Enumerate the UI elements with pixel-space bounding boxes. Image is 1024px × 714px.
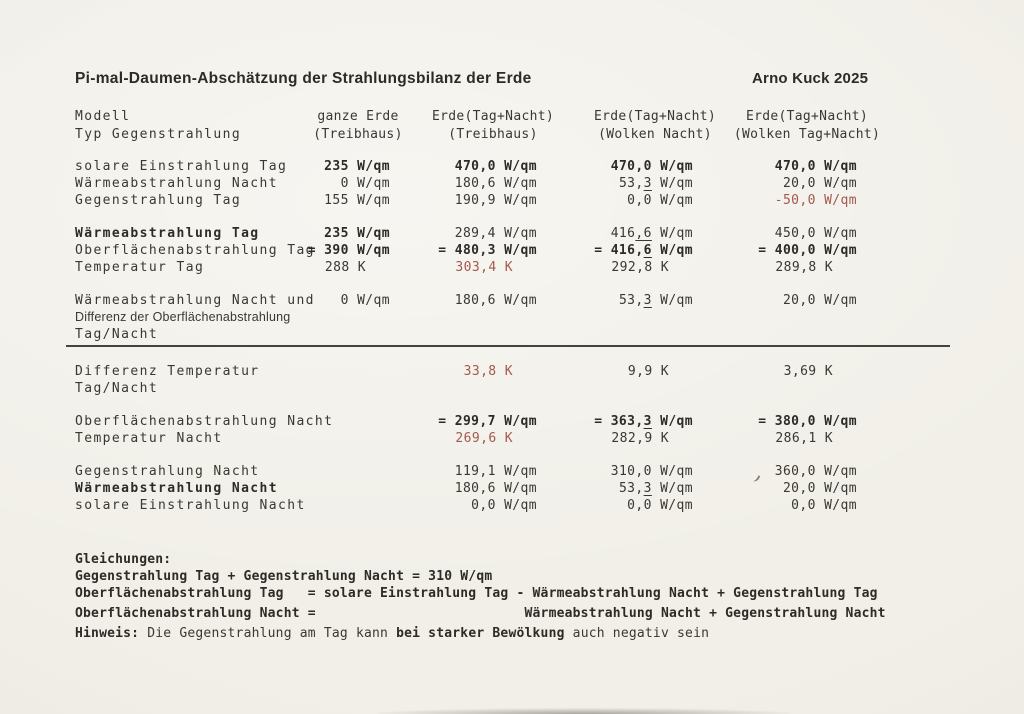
value-cell: 292,8 K: [611, 260, 669, 275]
value-cell: 0 W/qm: [340, 293, 390, 308]
value-cell: 416,6 W/qm: [610, 226, 693, 241]
value-cell: 180,6 W/qm: [454, 481, 537, 496]
value-cell: 289,8 K: [775, 260, 833, 275]
value-cell: 155 W/qm: [324, 193, 390, 208]
row-label-line: Tag/Nacht: [75, 381, 159, 396]
value-cell: 235 W/qm: [324, 226, 390, 241]
equation-segment: Oberflächenabstrahlung Tag = solare Einstrahlung Tag - Wärmeabstrahlung Nacht + Gegenstrahlung Tag: [75, 586, 878, 601]
value-cell: 180,6 W/qm: [454, 293, 537, 308]
value-cell: 235 W/qm: [324, 159, 390, 174]
underlined-digit: 3: [643, 481, 652, 496]
equation-segment: Die Gegenstrahlung am Tag kann: [139, 626, 397, 641]
value-cell: 310,0 W/qm: [610, 464, 693, 479]
row-label-line: Oberflächenabstrahlung Nacht: [75, 414, 334, 429]
value-cell: 282,9 K: [611, 431, 669, 446]
row-label-line: Wärmeabstrahlung Nacht und: [75, 293, 315, 308]
underlined-digit: ,6: [635, 226, 652, 241]
value-cell: 289,4 W/qm: [454, 226, 537, 241]
value-cell: 180,6 W/qm: [454, 176, 537, 191]
row-label-line: Oberflächenabstrahlung Tag: [75, 243, 315, 258]
value-cell: = 363,3 W/qm: [594, 414, 693, 429]
equation-line: [75, 585, 886, 602]
table-row: [0, 480, 1024, 497]
table-row: [0, 463, 1024, 480]
column-header-line: Erde(Tag+Nacht): [594, 109, 716, 124]
row-label-line: Temperatur Tag: [75, 260, 205, 275]
value-cell: = 480,3 W/qm: [438, 243, 537, 258]
value-cell: 33,8 K: [463, 364, 513, 379]
row-label: [75, 292, 315, 343]
hint-line: [75, 625, 886, 642]
table-row: [0, 497, 1024, 514]
equations: [75, 551, 886, 642]
row-label-line: Tag/Nacht: [75, 327, 159, 342]
table-row-header: [75, 108, 241, 144]
table-row: [0, 242, 1024, 259]
table-row: [0, 175, 1024, 192]
table-row: [0, 225, 1024, 242]
row-label: [75, 413, 333, 430]
row-label: [75, 363, 260, 397]
column-header-line: (Wolken Tag+Nacht): [733, 127, 881, 142]
value-cell: 53,3 W/qm: [618, 481, 693, 496]
equation-segment: Gegenstrahlung Tag + Gegenstrahlung Nacht = 310 W/qm: [75, 569, 493, 584]
value-cell: = 390 W/qm: [307, 243, 390, 258]
value-cell: = 380,0 W/qm: [758, 414, 857, 429]
row-label-line: Wärmeabstrahlung Nacht: [75, 176, 278, 191]
author-name: Arno Kuck 2025: [752, 70, 869, 87]
table-group: [0, 292, 1024, 347]
row-label-line: solare Einstrahlung Nacht: [75, 498, 306, 513]
value-cell: 20,0 W/qm: [782, 293, 857, 308]
page-title: Pi-mal-Daumen-Abschätzung der Strahlungsbilanz der Erde: [75, 70, 532, 87]
paper-edge-shadow: [378, 708, 790, 714]
horizontal-rule: [66, 345, 950, 347]
table-row: [0, 430, 1024, 447]
row-header-line-1: Modell: [75, 109, 131, 124]
row-label: [75, 242, 315, 259]
table-group: [0, 225, 1024, 276]
table-group: [0, 413, 1024, 447]
value-cell: 288 K: [324, 260, 366, 275]
column-header-line: ganze Erde: [317, 109, 399, 124]
value-cell: 53,3 W/qm: [618, 176, 693, 191]
row-label-line: Differenz der Oberflächenabstrahlung: [75, 310, 291, 324]
row-label: [75, 463, 260, 480]
table-row: [0, 259, 1024, 276]
value-cell: = 299,7 W/qm: [438, 414, 537, 429]
value-cell: 360,0 W/qm: [774, 464, 857, 479]
value-cell: 0,0 W/qm: [791, 498, 857, 513]
row-label-line: Differenz Temperatur: [75, 364, 260, 379]
value-cell: 470,0 W/qm: [454, 159, 537, 174]
table-row: [0, 413, 1024, 430]
value-cell: 450,0 W/qm: [774, 226, 857, 241]
underlined-digit: 3: [643, 176, 652, 191]
row-label: [75, 225, 260, 242]
equation-line: [75, 568, 886, 585]
column-header-line: (Treibhaus): [313, 127, 403, 142]
value-cell: 470,0 W/qm: [774, 159, 857, 174]
value-cell: -50,0 W/qm: [774, 193, 857, 208]
row-header-line-2: Typ Gegenstrahlung: [75, 127, 242, 142]
table-row: [0, 158, 1024, 175]
table-row: [0, 192, 1024, 209]
column-header-line: Erde(Tag+Nacht): [432, 109, 554, 124]
equations-heading: Gleichungen:: [75, 552, 172, 567]
value-cell: 3,69 K: [783, 364, 833, 379]
underlined-digit: 6: [643, 243, 652, 258]
equation-segment: bei starker Bewölkung: [396, 626, 565, 641]
value-cell: 190,9 W/qm: [454, 193, 537, 208]
table-row: [0, 363, 1024, 397]
value-cell: 20,0 W/qm: [782, 176, 857, 191]
equation-segment: auch negativ sein: [564, 626, 710, 641]
equation-line: [75, 605, 886, 622]
table-group: [0, 463, 1024, 514]
value-cell: 470,0 W/qm: [610, 159, 693, 174]
row-label-line: Gegenstrahlung Tag: [75, 193, 242, 208]
column-header-line: Erde(Tag+Nacht): [746, 109, 868, 124]
row-label-line: Wärmeabstrahlung Tag: [75, 226, 260, 241]
underlined-digit: 3: [643, 293, 652, 308]
row-label-line: solare Einstrahlung Tag: [75, 159, 288, 174]
equation-segment: Hinweis:: [75, 626, 140, 641]
row-label: [75, 497, 306, 514]
value-cell: = 400,0 W/qm: [758, 243, 857, 258]
row-label: [75, 430, 223, 447]
row-label: [75, 192, 241, 209]
value-cell: 20,0 W/qm: [782, 481, 857, 496]
column-header-line: (Wolken Nacht): [598, 127, 712, 142]
row-label-line: Gegenstrahlung Nacht: [75, 464, 260, 479]
column-header-line: (Treibhaus): [448, 127, 538, 142]
value-cell: 0,0 W/qm: [627, 498, 693, 513]
value-cell: 53,3 W/qm: [618, 293, 693, 308]
row-label: [75, 259, 204, 276]
value-cell: 303,4 K: [455, 260, 513, 275]
value-cell: 269,6 K: [455, 431, 513, 446]
value-cell: 0,0 W/qm: [471, 498, 537, 513]
equation-segment: Oberflächenabstrahlung Nacht = Wärmeabstrahlung Nacht + Gegenstrahlung Nacht: [75, 606, 886, 621]
table-body: [0, 158, 1024, 530]
value-cell: 9,9 K: [627, 364, 669, 379]
row-label: [75, 175, 278, 192]
value-cell: = 416,6 W/qm: [594, 243, 693, 258]
row-label-line: Temperatur Nacht: [75, 431, 223, 446]
row-label: [75, 480, 278, 497]
row-label: [75, 158, 287, 175]
column-header-wolken-tag-nacht: [707, 108, 907, 144]
row-label-line: Wärmeabstrahlung Nacht: [75, 481, 278, 496]
value-cell: 286,1 K: [775, 431, 833, 446]
underlined-digit: 3: [643, 414, 652, 429]
table-group: [0, 158, 1024, 209]
value-cell: 119,1 W/qm: [454, 464, 537, 479]
table-group: [0, 363, 1024, 397]
table-row: [0, 292, 1024, 343]
value-cell: 0 W/qm: [340, 176, 390, 191]
value-cell: 0,0 W/qm: [627, 193, 693, 208]
